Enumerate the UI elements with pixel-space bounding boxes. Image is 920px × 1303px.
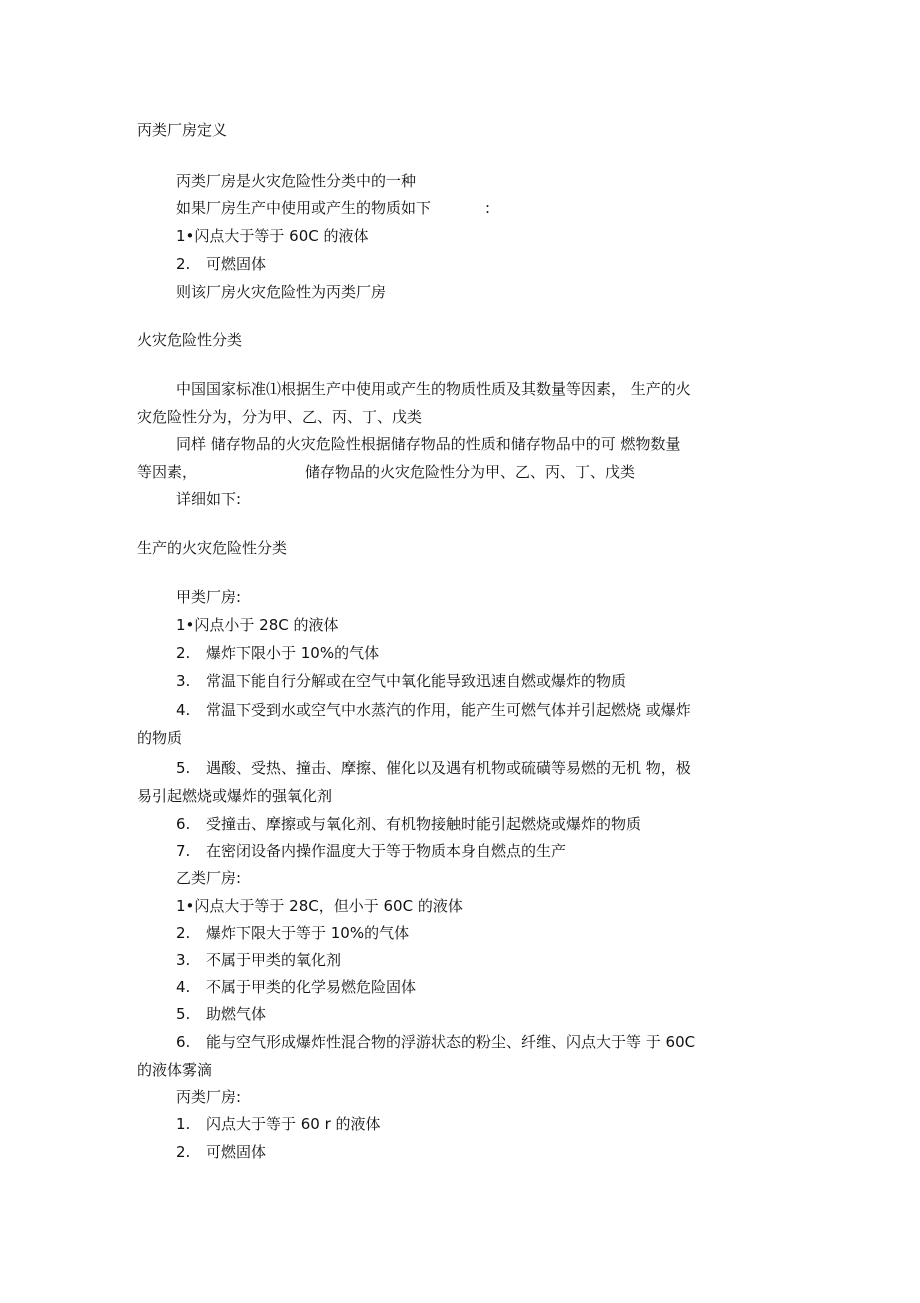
list-text: 闪点大于等于 60 r 的液体 [206, 1115, 381, 1133]
list-item [176, 1142, 266, 1162]
list-number: 3. [176, 951, 191, 969]
list-text: 遇酸、受热、撞击、摩擦、催化以及遇有机物或硫磺等易燃的无机 物，极 [206, 759, 691, 777]
list-number: 5. [176, 1005, 191, 1023]
paragraph: 中国国家标准⑴根据生产中使用或产生的物质性质及其数量等因素， 生产的火 [176, 380, 691, 398]
class-label-bing: 丙类厂房: [176, 1088, 242, 1106]
paragraph: 则该厂房火灾危险性为丙类厂房 [176, 283, 387, 301]
section-title-production-fire-hazard: 生产的火灾危险性分类 [137, 539, 288, 557]
list-number: 4. [176, 978, 191, 996]
list-item: 1•闪点大于等于 60C 的液体 [176, 227, 369, 245]
list-number: 7. [176, 842, 191, 860]
paragraph [176, 198, 490, 218]
class-label-jia: 甲类厂房: [176, 588, 242, 606]
list-number: 6. [176, 815, 191, 833]
list-number: 5. [176, 759, 191, 777]
list-number: 6. [176, 1033, 191, 1051]
list-number: 2. [176, 255, 191, 273]
paragraph-text: 储存物品的火灾危险性分为甲、乙、丙、丁、戊类 [305, 463, 636, 481]
list-text: 常温下受到水或空气中水蒸汽的作用，能产生可燃气体并引起燃烧 或爆炸 [206, 701, 691, 719]
list-item [176, 1004, 266, 1024]
class-label-yi: 乙类厂房: [176, 869, 242, 887]
list-item [176, 254, 266, 274]
list-text: 可燃固体 [206, 255, 267, 273]
list-item [176, 841, 566, 861]
paragraph [137, 462, 635, 482]
paragraph: 灾危险性分为，分为甲、乙、丙、丁、戊类 [137, 408, 423, 426]
paragraph-text: 等因素， [137, 463, 198, 481]
list-text: 不属于甲类的氧化剂 [206, 951, 342, 969]
list-number: 3. [176, 672, 191, 690]
list-text: 常温下能自行分解或在空气中氧化能导致迅速自燃或爆炸的物质 [206, 672, 627, 690]
list-number: 1. [176, 1115, 191, 1133]
paragraph: 同样 储存物品的火灾危险性根据储存物品的性质和储存物品中的可 燃物数量 [176, 435, 681, 453]
paragraph: 丙类厂房是火灾危险性分类中的一种 [176, 172, 417, 190]
list-item [176, 758, 691, 778]
list-item-continuation: 的物质 [137, 729, 183, 747]
list-text: 可燃固体 [206, 1143, 267, 1161]
paragraph-text: 如果厂房生产中使用或产生的物质如下 [176, 199, 432, 217]
list-text: 在密闭设备内操作温度大于等于物质本身自燃点的生产 [206, 842, 567, 860]
list-item [176, 950, 341, 970]
list-item [176, 671, 626, 691]
list-item [176, 814, 641, 834]
paragraph: 详细如下: [176, 490, 242, 508]
list-item [176, 1032, 695, 1052]
list-item [176, 700, 691, 720]
list-text: 不属于甲类的化学易燃危险固体 [206, 978, 417, 996]
list-text: 爆炸下限小于 10%的气体 [206, 644, 380, 662]
list-text: 受撞击、摩擦或与氧化剂、有机物接触时能引起燃烧或爆炸的物质 [206, 815, 642, 833]
list-text: 能与空气形成爆炸性混合物的浮游状态的粉尘、纤维、闪点大于等 于 60C [206, 1033, 696, 1051]
list-number: 2. [176, 644, 191, 662]
list-number: 2. [176, 1143, 191, 1161]
section-title-bing-definition: 丙类厂房定义 [137, 121, 228, 139]
list-number: 4. [176, 701, 191, 719]
list-item [176, 643, 379, 663]
list-text: 爆炸下限大于等于 10%的气体 [206, 924, 410, 942]
list-item [176, 977, 416, 997]
section-title-fire-hazard-classification: 火灾危险性分类 [137, 331, 243, 349]
list-item [176, 923, 409, 943]
list-item-continuation: 易引起燃烧或爆炸的强氧化剂 [137, 787, 333, 805]
list-item [176, 1114, 381, 1134]
list-number: 2. [176, 924, 191, 942]
list-text: 助燃气体 [206, 1005, 267, 1023]
list-item-continuation: 的液体雾滴 [137, 1061, 213, 1079]
list-item: 1•闪点大于等于 28C，但小于 60C 的液体 [176, 897, 463, 915]
colon: : [485, 199, 491, 217]
list-item: 1•闪点小于 28C 的液体 [176, 616, 339, 634]
